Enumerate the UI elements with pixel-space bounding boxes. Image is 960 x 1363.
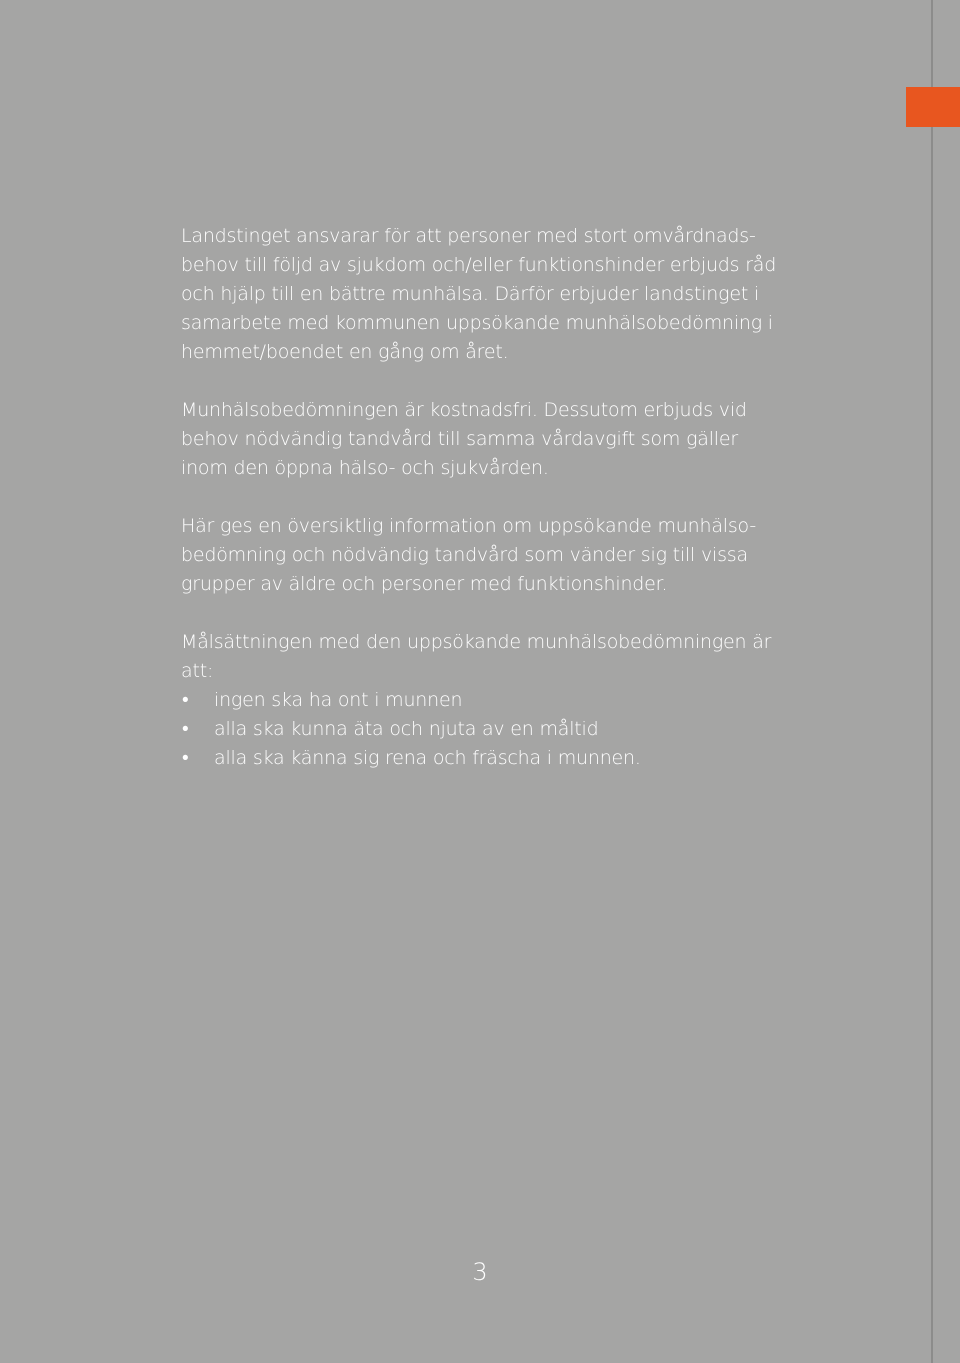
list-item (181, 744, 831, 773)
list-item (181, 686, 831, 715)
section-tab-marker (906, 87, 960, 127)
body-text (181, 222, 831, 773)
list-item (181, 715, 831, 744)
margin-rule (931, 0, 933, 1363)
bullet-icon: • (182, 718, 189, 740)
list-item-text: ingen ska ha ont i munnen (214, 689, 463, 711)
paragraph-cost: Munhälsobedömningen är kostnadsfri. Dessutom erbjuds vid behov nödvändig tandvård till samma vårdavgift som gäller inom den öppna hälso- och sjukvården. (181, 399, 747, 479)
paragraph-intro: Landstinget ansvarar för att personer med stort omvårdnads- behov till följd av sjukdom och/eller funktionshinder erbjuds råd och hjälp till en bättre munhälsa. Därför erbjuder landstinget i samarbete med kommunen uppsökande munhälsobedömning i hemmet/boendet en gång om året. (181, 225, 777, 363)
page-number: 3 (472, 1258, 488, 1286)
bullet-icon: • (182, 689, 189, 711)
paragraph-overview: Här ges en översiktlig information om uppsökande munhälso- bedömning och nödvändig tandvård som vänder sig till vissa grupper av äldre och personer med funktionshinder. (181, 515, 756, 595)
goals-list (181, 686, 831, 773)
bullet-icon: • (182, 747, 189, 769)
list-item-text: alla ska kunna äta och njuta av en måltid (214, 718, 599, 740)
list-item-text: alla ska känna sig rena och fräscha i munnen. (214, 747, 641, 769)
goals-intro: Målsättningen med den uppsökande munhälsobedömningen är att: (181, 631, 772, 682)
